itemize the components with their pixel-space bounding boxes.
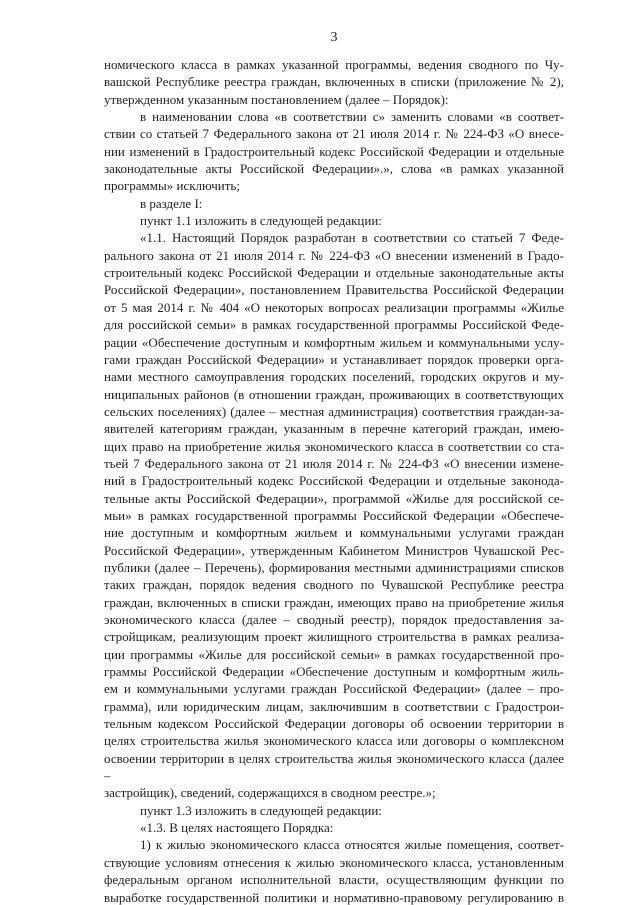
text-line: ем и коммунальными услугами граждан Российской Федерации» (далее – про-	[104, 681, 564, 697]
text-line: «1.1. Настоящий Порядок разработан в соответствии со статьей 7 Феде-	[140, 230, 564, 246]
document-body	[104, 56, 564, 905]
text-line: нами местного самоуправления городских поселений, городских округов и му-	[104, 369, 564, 385]
text-line: вашской Республике реестра граждан, включенных в списки (приложение № 2),	[104, 74, 564, 90]
text-line: таких граждан, порядок ведения сводного по Чувашской Республике реестра	[104, 577, 564, 593]
text-line: ствии со статьей 7 Федерального закона от 21 июля 2014 г. № 224-ФЗ «О внесе-	[104, 126, 564, 142]
text-line: ниципальных районов (в отношении граждан, проживающих в соответствующих	[104, 386, 564, 402]
text-line: щих право на приобретение жилья экономического класса в соответствии со ста-	[104, 438, 564, 454]
text-line: «1.3. В целях настоящего Порядка:	[140, 820, 334, 836]
text-line: граждан, включенных в списки граждан, имеющих право на приобретение жилья	[104, 594, 564, 610]
text-line: пункт 1.1 изложить в следующей редакции:	[140, 213, 382, 229]
text-line: стройщикам, реализующим проект жилищного строительства в рамках реализа-	[104, 629, 564, 645]
text-line: рального закона от 21 июля 2014 г. № 224-ФЗ «О внесении изменений в Градо-	[104, 247, 564, 263]
text-line: Российской Федерации», утвержденным Кабинетом Министров Чувашской Рес-	[104, 542, 564, 558]
text-line: мьи» в рамках государственной программы Российской Федерации «Обеспече-	[104, 507, 564, 523]
text-line: пункт 1.3 изложить в следующей редакции:	[140, 802, 382, 818]
text-line: освоении территории в целях строительства жилья экономического класса (далее –	[104, 750, 564, 784]
text-line: номического класса в рамках указанной программы, ведения сводного по Чу-	[104, 57, 564, 72]
text-line: явителей категориям граждан, указанным в перечне категорий граждан, имею-	[104, 421, 564, 437]
text-line: ние доступным и комфортным жильем и коммунальными услугами граждан	[104, 525, 564, 541]
text-line: Российской Федерации», постановлением Правительства Российской Федерации	[104, 282, 564, 298]
text-line: нии изменений в Градостроительный кодекс Российской Федерации и отдельные	[104, 143, 564, 159]
text-line: грамма), или юридическим лицам, заключившим в соответствии с Градострои-	[104, 698, 564, 714]
text-line: программы» исключить;	[104, 178, 240, 194]
text-line: ции программы «Жилье для российской семьи» в рамках государственной про-	[104, 646, 564, 662]
text-line: тельные акты Российской Федерации», программой «Жилье для российской се-	[104, 490, 564, 506]
text-line: для российской семьи» в рамках государственной программы Российской Феде-	[104, 317, 564, 333]
text-line: законодательные акты Российской Федерации».», слова «в рамках указанной	[104, 161, 564, 177]
text-line: федеральным органом исполнительной власти, осуществляющим функции по	[104, 872, 564, 888]
text-line: 1) к жилью экономического класса относятся жилые помещения, соответ-	[140, 837, 564, 853]
text-line: строительный кодекс Российской Федерации и отдельные законодательные акты	[104, 265, 564, 281]
text-line: тьей 7 Федерального закона от 21 июля 2014 г. № 224-ФЗ «О внесении измене-	[104, 455, 564, 471]
text-line: граммы Российской Федерации «Обеспечение доступным и комфортным жиль-	[104, 664, 564, 680]
text-line: тельным кодексом Российской Федерации договоры об освоении территории в	[104, 716, 564, 732]
text-line: в разделе I:	[140, 195, 203, 211]
text-line: целях строительства жилья экономического класса или договоры о комплексном	[104, 733, 564, 749]
page-number: 3	[330, 30, 338, 45]
text-line: экономического класса (далее – сводный реестр), порядок предоставления за-	[104, 612, 564, 627]
text-line: публики (далее – Перечень), формирования местными администрациями списков	[104, 559, 564, 575]
text-line: утвержденном указанным постановлением (далее – Порядок):	[104, 91, 449, 107]
text-line: сельских поселениях) (далее – местная администрация) соответствия граждан-за-	[104, 403, 564, 419]
text-line: гами граждан Российской Федерации» и устанавливает порядок проверки орга-	[104, 351, 564, 367]
text-line: рации «Обеспечение доступным и комфортным жильем и коммунальными услу-	[104, 334, 564, 350]
text-line: застройщик), сведений, содержащихся в сводном реестре.»;	[104, 785, 436, 801]
text-line: выработке государственной политики и нормативно-правовому регулированию в	[104, 889, 564, 905]
text-line: от 5 мая 2014 г. № 404 «О некоторых вопросах реализации программы «Жилье	[104, 299, 564, 315]
text-line: ний в Градостроительный кодекс Российской Федерации и отдельные законода-	[104, 473, 564, 489]
text-line: в наименовании слова «в соответствии с» заменить словами «в соответ-	[140, 109, 564, 125]
text-line: ствующие условиям отнесения к жилью экономического класса, установленным	[104, 854, 564, 870]
